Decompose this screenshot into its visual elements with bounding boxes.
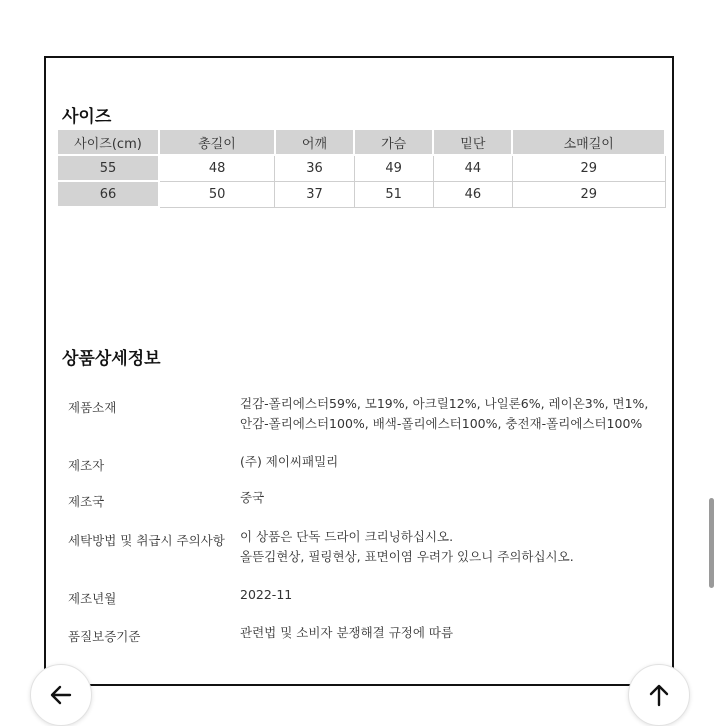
size-value-cell: 51 — [354, 181, 433, 207]
scroll-top-button[interactable] — [628, 664, 690, 726]
detail-label-date: 제조년월 — [68, 591, 117, 606]
size-value-cell: 44 — [433, 155, 512, 181]
detail-value-line: 이 상품은 단독 드라이 크리닝하십시오. — [240, 529, 454, 544]
frame-bottom-border — [44, 684, 676, 686]
size-value-cell: 49 — [354, 155, 433, 181]
detail-label-country: 제조국 — [68, 494, 105, 509]
size-value-cell: 48 — [159, 155, 275, 181]
size-header-cell: 밑단 — [433, 129, 512, 155]
detail-value-line: 안감-폴리에스터100%, 배색-폴리에스터100%, 충전재-폴리에스터100% — [240, 416, 643, 431]
detail-label-material: 제품소재 — [68, 400, 117, 415]
detail-value-warranty: 관련법 및 소비자 분쟁해결 규정에 따름 — [240, 625, 454, 640]
size-value-cell: 50 — [159, 181, 275, 207]
scrollbar-thumb[interactable] — [709, 498, 714, 588]
detail-label-warranty: 품질보증기준 — [68, 629, 141, 644]
detail-value-line: 올뜯김현상, 필링현상, 표면이염 우려가 있으니 주의하십시오. — [240, 549, 574, 564]
size-header-cell: 총길이 — [159, 129, 275, 155]
size-header-cell: 가슴 — [354, 129, 433, 155]
size-label-cell: 66 — [57, 181, 159, 207]
detail-value-line: 겉감-폴리에스터59%, 모19%, 아크릴12%, 나일론6%, 레이온3%, 면1%, — [240, 396, 649, 411]
detail-value-care — [240, 527, 574, 567]
back-button[interactable] — [30, 664, 92, 726]
detail-label-care: 세탁방법 및 취급시 주의사항 — [68, 533, 225, 548]
detail-label-manufacturer: 제조자 — [68, 458, 105, 473]
size-header-cell: 소매길이 — [512, 129, 665, 155]
table-row — [57, 181, 665, 207]
table-row — [57, 155, 665, 181]
detail-value-date: 2022-11 — [240, 587, 293, 602]
size-header-cell: 어깨 — [275, 129, 354, 155]
detail-value-manufacturer: (주) 제이씨패밀리 — [240, 454, 339, 469]
size-value-cell: 37 — [275, 181, 354, 207]
size-value-cell: 29 — [512, 181, 665, 207]
size-label-cell: 55 — [57, 155, 159, 181]
arrow-up-icon — [646, 682, 672, 708]
size-value-cell: 29 — [512, 155, 665, 181]
arrow-left-icon — [48, 682, 74, 708]
detail-section-title: 상품상세정보 — [62, 349, 161, 369]
detail-value-country: 중국 — [240, 490, 265, 505]
detail-value-material — [240, 394, 648, 434]
size-section-title: 사이즈 — [62, 107, 112, 127]
size-header-cell: 사이즈(cm) — [57, 129, 159, 155]
size-table — [56, 128, 666, 208]
size-table-header-row — [57, 129, 665, 155]
size-value-cell: 46 — [433, 181, 512, 207]
size-value-cell: 36 — [275, 155, 354, 181]
